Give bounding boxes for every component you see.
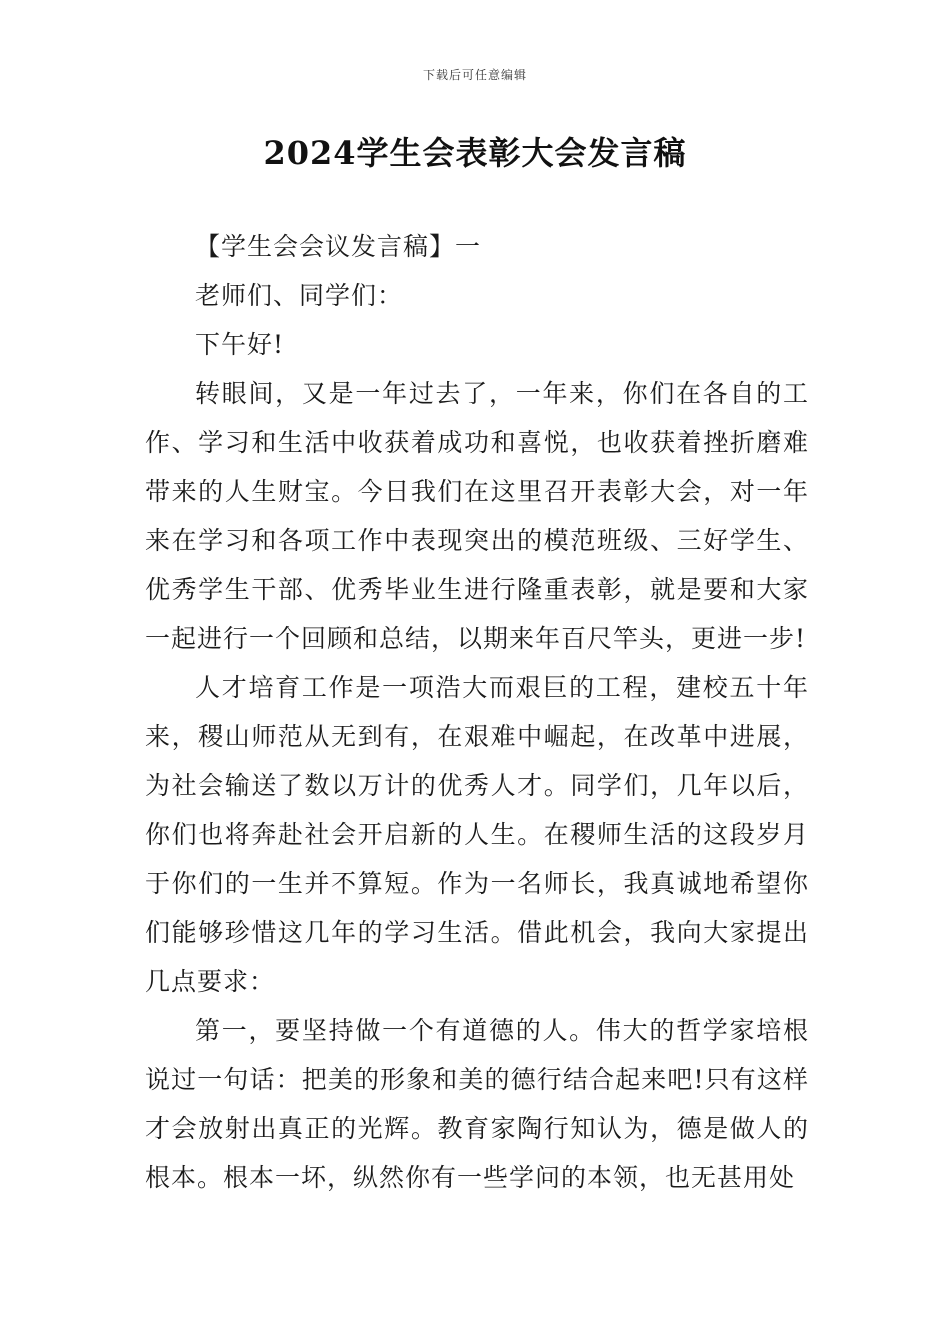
paragraph-school-history: 人才培育工作是一项浩大而艰巨的工程，建校五十年来，稷山师范从无到有，在艰难中崛起，在改革中进展，为社会输送了数以万计的优秀人才。同学们，几年以后，你们也将奔赴社会开启新的人生。在稷师生活的这段岁月于你们的一生并不算短。作为一名师长，我真诚地希望你们能够珍惜这几年的学习生活。借此机会，我向大家提出几点要求： xyxy=(145,673,809,996)
paragraph-intro: 转眼间，又是一年过去了，一年来，你们在各自的工作、学习和生活中收获着成功和喜悦，也收获着挫折磨难带来的人生财宝。今日我们在这里召开表彰大会，对一年来在学习和各项工作中表现突出的模范班级、三好学生、优秀学生干部、优秀毕业生进行隆重表彰，就是要和大家一起进行一个回顾和总结，以期来年百尺竿头，更进一步! xyxy=(145,379,809,653)
paragraph-salutation: 老师们、同学们： xyxy=(195,281,404,310)
document-title: 2024学生会表彰大会发言稿 xyxy=(263,134,687,172)
paragraph-section-heading: 【学生会会议发言稿】一 xyxy=(195,232,482,261)
paragraph-greeting: 下午好! xyxy=(195,330,285,359)
paragraph-first-requirement: 第一，要坚持做一个有道德的人。伟大的哲学家培根说过一句话：把美的形象和美的德行结合起来吧!只有这样才会放射出真正的光辉。教育家陶行知认为，德是做人的根本。根本一坏，纵然你有一些学问的本领，也无甚用处 xyxy=(145,1016,809,1192)
header-note: 下载后可任意编辑 xyxy=(422,68,527,82)
document-body xyxy=(145,222,809,1202)
